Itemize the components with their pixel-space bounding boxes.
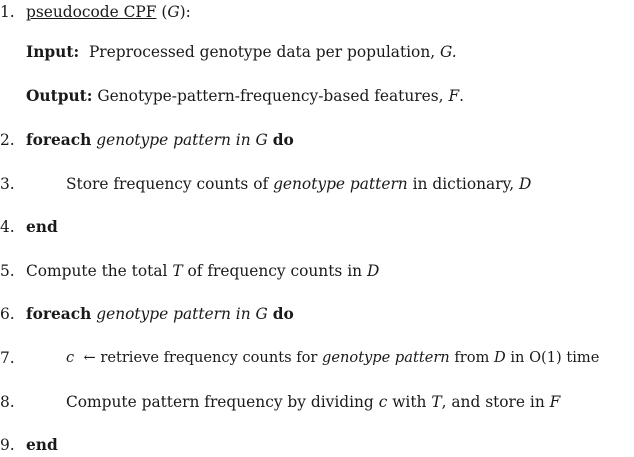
keyword-do: do bbox=[272, 305, 294, 323]
line-number: 4. bbox=[0, 218, 15, 236]
keyword-do: do bbox=[272, 131, 294, 149]
line-number: 8. bbox=[0, 393, 15, 411]
line-number: 9. bbox=[0, 436, 15, 454]
assign-arrow: ← bbox=[83, 349, 96, 366]
keyword-end: end bbox=[26, 436, 58, 454]
line-number: 7. bbox=[0, 349, 15, 367]
algorithm-name: pseudocode CPF bbox=[26, 3, 157, 21]
line-number: 1. bbox=[0, 3, 15, 21]
line-number: 3. bbox=[0, 175, 15, 193]
output-var: F bbox=[448, 87, 460, 105]
input-text: Preprocessed genotype data per population, bbox=[88, 43, 436, 61]
keyword-foreach: foreach bbox=[26, 305, 92, 323]
input-var: G bbox=[440, 43, 452, 61]
input-label: Input: bbox=[26, 43, 80, 61]
line-number: 5. bbox=[0, 262, 15, 280]
keyword-end: end bbox=[26, 218, 58, 236]
loop-expression: genotype pattern in G bbox=[96, 305, 268, 323]
loop-expression: genotype pattern in G bbox=[96, 131, 268, 149]
argument-var: G bbox=[167, 3, 180, 21]
output-text: Genotype-pattern-frequency-based features, bbox=[97, 87, 444, 105]
line-number: 2. bbox=[0, 131, 15, 149]
line-number: 6. bbox=[0, 305, 15, 323]
algorithm-block: 1. pseudocode CPF (G): Input: Preprocessed genotype data per population, G. Output: Genotype-pattern-frequency-based features, F. 2. foreach genotype pattern in G do 3. Store frequency counts of genotype pattern in dictionary, D 4. end 5. Compute the total T of frequency counts in D 6. foreach genotype pattern in G do 7. c ← retrieve frequency counts for genotype pattern from D in O(1) time 8. Compute pattern frequency by dividing c with T, and store in F 9. end bbox=[0, 0, 634, 451]
keyword-foreach: foreach bbox=[26, 131, 92, 149]
algorithm-signature: pseudocode CPF (G): bbox=[26, 3, 191, 21]
output-label: Output: bbox=[26, 87, 93, 105]
